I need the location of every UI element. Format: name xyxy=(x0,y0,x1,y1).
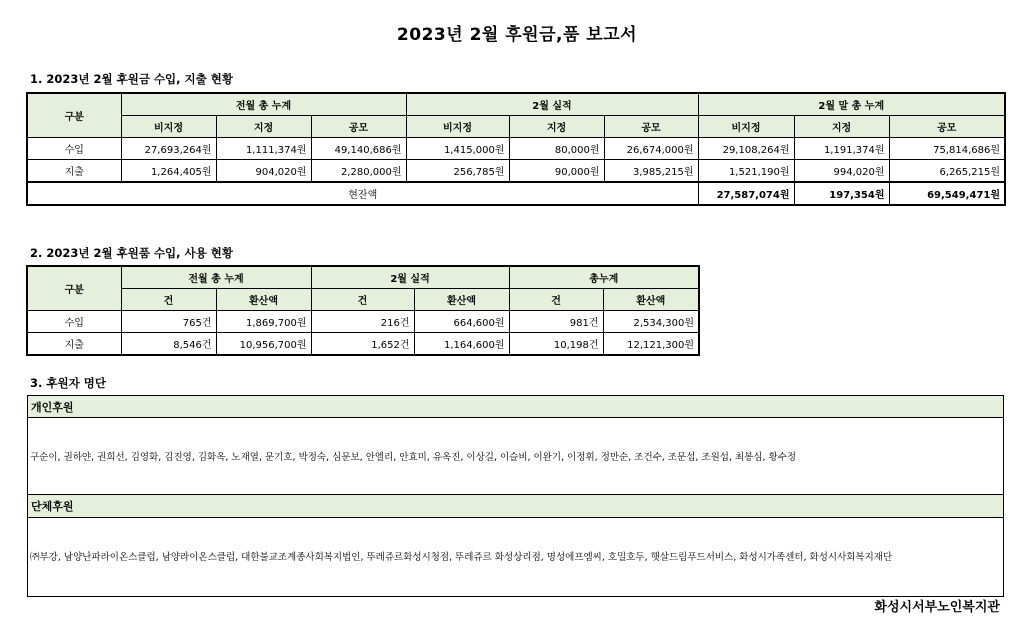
table-cell: 216건 xyxy=(311,311,414,333)
sub-header: 건 xyxy=(311,289,414,311)
sub-header: 건 xyxy=(509,289,603,311)
sub-header: 비지정 xyxy=(121,116,216,138)
balance-cell: 69,549,471원 xyxy=(889,182,1005,205)
row-label: 지출 xyxy=(27,160,121,183)
table-cell: 27,693,264원 xyxy=(121,138,216,160)
organization-name: 화성시서부노인복지관 xyxy=(874,600,1000,615)
row-label: 수입 xyxy=(27,138,121,160)
sub-header: 환산액 xyxy=(414,289,509,311)
row-label: 지출 xyxy=(27,333,121,356)
table-cell: 1,652건 xyxy=(311,333,414,356)
individual-donor-label: 개인후원 xyxy=(28,396,1003,418)
table-cell: 12,121,300원 xyxy=(603,333,699,356)
table-cell: 2,280,000원 xyxy=(311,160,406,183)
table-cell: 29,108,264원 xyxy=(698,138,794,160)
sub-header: 환산액 xyxy=(216,289,311,311)
sub-header: 지정 xyxy=(216,116,311,138)
sub-header: 건 xyxy=(121,289,216,311)
balance-cell: 27,587,074원 xyxy=(698,182,794,205)
section3-heading: 3. 후원자 명단 xyxy=(30,376,106,390)
table-cell: 1,264,405원 xyxy=(121,160,216,183)
balance-cell: 197,354원 xyxy=(794,182,889,205)
row-header: 구분 xyxy=(27,266,121,311)
sub-header: 비지정 xyxy=(698,116,794,138)
group-header: 2월 실적 xyxy=(406,93,698,116)
group-header: 총누계 xyxy=(509,266,699,289)
table-cell: 2,534,300원 xyxy=(603,311,699,333)
sub-header: 지정 xyxy=(794,116,889,138)
table-row xyxy=(27,160,1005,183)
report-title: 2023년 2월 후원금,품 보고서 xyxy=(396,25,638,45)
table-cell: 8,546건 xyxy=(121,333,216,356)
table-cell: 26,674,000원 xyxy=(604,138,698,160)
sub-header: 지정 xyxy=(509,116,604,138)
sub-header: 비지정 xyxy=(406,116,509,138)
table-cell: 1,164,600원 xyxy=(414,333,509,356)
table-cell: 80,000원 xyxy=(509,138,604,160)
balance-label: 현잔액 xyxy=(27,182,698,205)
table-cell: 981건 xyxy=(509,311,603,333)
group-donor-names: ㈜부강, 남양난파라이온스클럽, 남양라이온스클럽, 대한불교조계종사회복지법인, 뚜레쥬르화성시청점, 뚜레쥬르 화성상리점, 명성에프엠씨, 호밀호두, 햇살드림푸드서비스, 화성시가족센터, 화성시사회복지재단 xyxy=(30,552,893,563)
balance-row xyxy=(27,182,1005,205)
table-cell: 1,869,700원 xyxy=(216,311,311,333)
table-cell: 10,956,700원 xyxy=(216,333,311,356)
table-cell: 90,000원 xyxy=(509,160,604,183)
table-cell: 1,111,374원 xyxy=(216,138,311,160)
table-cell: 3,985,215원 xyxy=(604,160,698,183)
table-cell: 994,020원 xyxy=(794,160,889,183)
group-header: 전월 총 누계 xyxy=(121,266,311,289)
table-cell: 765건 xyxy=(121,311,216,333)
table-cell: 1,415,000원 xyxy=(406,138,509,160)
table-cell: 6,265,215원 xyxy=(889,160,1005,183)
table-cell: 664,600원 xyxy=(414,311,509,333)
table-cell: 904,020원 xyxy=(216,160,311,183)
row-label: 수입 xyxy=(27,311,121,333)
sub-header: 공모 xyxy=(311,116,406,138)
sub-header: 공모 xyxy=(889,116,1005,138)
table-row xyxy=(27,311,699,333)
table-cell: 75,814,686원 xyxy=(889,138,1005,160)
sub-header: 환산액 xyxy=(603,289,699,311)
table-cell: 1,521,190원 xyxy=(698,160,794,183)
group-header: 전월 총 누계 xyxy=(121,93,406,116)
table-row xyxy=(27,333,699,356)
group-header: 2월 실적 xyxy=(311,266,509,289)
donation-goods-table xyxy=(26,265,700,356)
group-header: 2월 말 총 누계 xyxy=(698,93,1005,116)
table-cell: 49,140,686원 xyxy=(311,138,406,160)
donor-list-box xyxy=(27,395,1004,597)
table-cell: 256,785원 xyxy=(406,160,509,183)
row-header: 구분 xyxy=(27,93,121,138)
table-cell: 10,198건 xyxy=(509,333,603,356)
table-cell: 1,191,374원 xyxy=(794,138,889,160)
group-donor-label: 단체후원 xyxy=(28,494,1003,518)
sub-header: 공모 xyxy=(604,116,698,138)
table-row xyxy=(27,138,1005,160)
section2-heading: 2. 2023년 2월 후원품 수입, 사용 현황 xyxy=(30,246,233,260)
individual-donor-names: 구순이, 권하얀, 권희선, 김영화, 김진영, 김화옥, 노재열, 문기호, 박정숙, 심문보, 안엘리, 안효미, 유옥진, 이상길, 이슬비, 이완기, 이정휘, 정만순, 조건수, 조문섭, 조원섭, 최봉심, 황수정 xyxy=(30,452,797,463)
section1-heading: 1. 2023년 2월 후원금 수입, 지출 현황 xyxy=(30,72,233,86)
donation-money-table xyxy=(26,92,1006,206)
